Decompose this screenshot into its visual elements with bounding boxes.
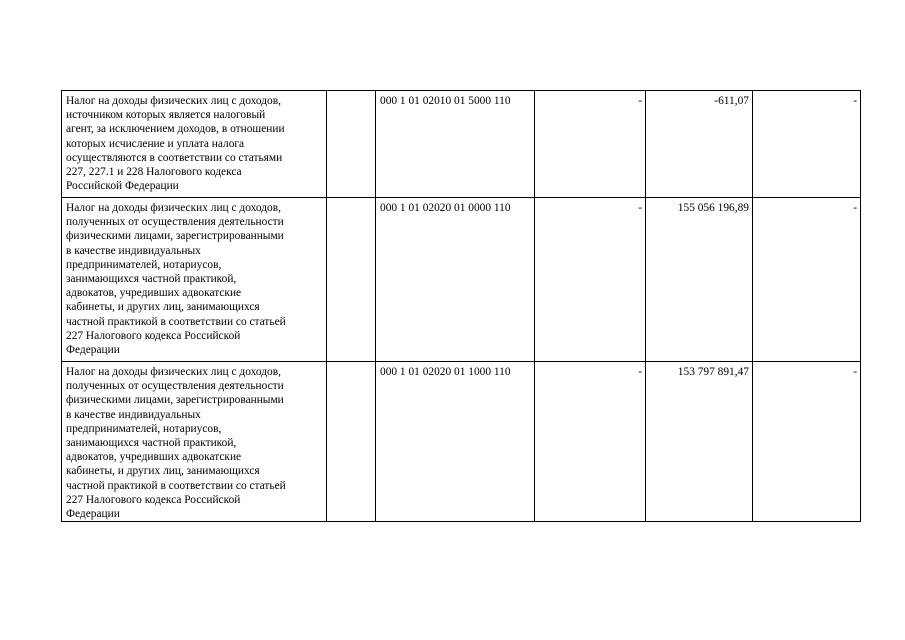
text-line: занимающихся частной практикой, bbox=[66, 437, 237, 450]
text-line: полученных от осуществления деятельности bbox=[66, 216, 284, 229]
text-line: агент, за исключением доходов, в отношении bbox=[66, 123, 285, 136]
text-line: кабинеты, и других лиц, занимающихся bbox=[66, 465, 260, 478]
text-line: предпринимателей, нотариусов, bbox=[66, 258, 222, 271]
executed-amount-cell: 153 797 891,47 bbox=[646, 362, 753, 522]
executed-amount-cell: 155 056 196,89 bbox=[646, 198, 753, 362]
text-line: полученных от осуществления деятельности bbox=[66, 380, 284, 393]
text-line: Федерации bbox=[66, 508, 120, 521]
text-line: Федерации bbox=[66, 344, 120, 357]
budget-code-cell: 000 1 01 02010 01 5000 110 bbox=[376, 91, 535, 198]
text-line: адвокатов, учредивших адвокатские bbox=[66, 451, 242, 464]
text-line: 227, 227.1 и 228 Налогового кодекса bbox=[66, 166, 242, 179]
text-line: Налог на доходы физических лиц с доходов, bbox=[66, 202, 281, 214]
budget-code-cell: 000 1 01 02020 01 1000 110 bbox=[376, 362, 535, 522]
blank-cell bbox=[327, 198, 376, 362]
text-line: предпринимателей, нотариусов, bbox=[66, 422, 222, 435]
text-line: Российской Федерации bbox=[66, 180, 179, 193]
budget-code-cell: 000 1 01 02020 01 0000 110 bbox=[376, 198, 535, 362]
text-line: источником которых является налоговый bbox=[66, 109, 266, 122]
text-line: занимающихся частной практикой, bbox=[66, 273, 237, 286]
table-row bbox=[62, 91, 861, 198]
blank-cell bbox=[327, 91, 376, 198]
text-line: адвокатов, учредивших адвокатские bbox=[66, 287, 242, 300]
text-line: 227 Налогового кодекса Российской bbox=[66, 493, 241, 506]
executed-amount-cell: -611,07 bbox=[646, 91, 753, 198]
income-name-cell bbox=[62, 91, 327, 198]
text-line: частной практикой в соответствии со статьей bbox=[66, 479, 286, 492]
blank-cell bbox=[327, 362, 376, 522]
approved-amount-cell: - bbox=[535, 362, 646, 522]
text-line: Налог на доходы физических лиц с доходов, bbox=[66, 366, 281, 378]
percent-cell: - bbox=[753, 362, 861, 522]
percent-cell: - bbox=[753, 91, 861, 198]
text-line: 227 Налогового кодекса Российской bbox=[66, 329, 241, 342]
table-row bbox=[62, 198, 861, 362]
text-line: физическими лицами, зарегистрированными bbox=[66, 230, 284, 243]
text-line: в качестве индивидуальных bbox=[66, 244, 201, 257]
revenue-table bbox=[61, 90, 861, 522]
text-line: физическими лицами, зарегистрированными bbox=[66, 394, 284, 407]
percent-cell: - bbox=[753, 198, 861, 362]
text-line: кабинеты, и других лиц, занимающихся bbox=[66, 301, 260, 314]
text-line: Налог на доходы физических лиц с доходов, bbox=[66, 95, 281, 107]
text-line: частной практикой в соответствии со статьей bbox=[66, 315, 286, 328]
income-name-cell bbox=[62, 198, 327, 362]
table-row bbox=[62, 362, 861, 522]
text-line: которых исчисление и уплата налога bbox=[66, 137, 245, 150]
text-line: в качестве индивидуальных bbox=[66, 408, 201, 421]
approved-amount-cell: - bbox=[535, 91, 646, 198]
approved-amount-cell: - bbox=[535, 198, 646, 362]
text-line: осуществляются в соответствии со статьями bbox=[66, 151, 283, 164]
income-name-cell bbox=[62, 362, 327, 522]
